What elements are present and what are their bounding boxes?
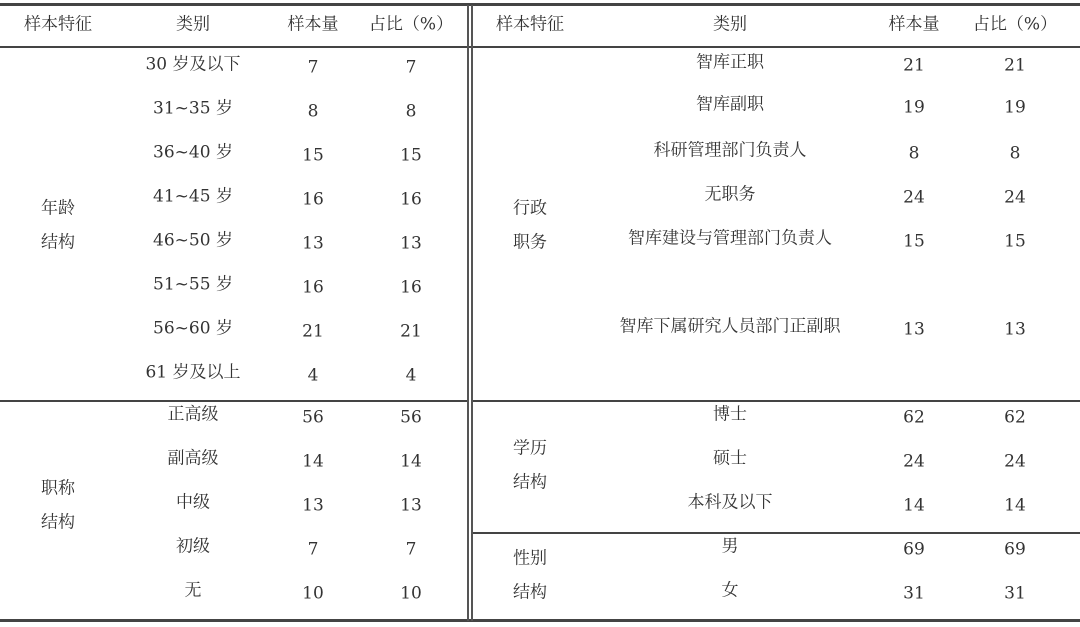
- row-percent: 4: [405, 365, 417, 386]
- row-percent: 21: [400, 321, 422, 342]
- row-percent: 21: [1004, 55, 1026, 76]
- row-percent: 62: [1004, 407, 1026, 428]
- header-feature: 样本特征: [496, 14, 564, 35]
- row-count: 16: [302, 277, 324, 298]
- row-count: 10: [302, 583, 324, 604]
- row-category: 男: [721, 536, 739, 557]
- row-category: 本科及以下: [687, 492, 773, 513]
- row-category: 36~40 岁: [153, 142, 233, 163]
- row-count: 24: [903, 187, 925, 208]
- table-top-border: [0, 3, 1080, 6]
- row-percent: 14: [1004, 495, 1026, 516]
- row-category: 副高级: [167, 448, 219, 469]
- group-feature-label: 结构: [513, 472, 547, 493]
- group-feature-label: 结构: [41, 232, 75, 253]
- header-count: 样本量: [888, 14, 940, 35]
- row-category: 中级: [176, 492, 210, 513]
- left-group-divider: [0, 400, 468, 402]
- row-category: 智库副职: [696, 94, 764, 115]
- row-category: 博士: [713, 404, 747, 425]
- row-count: 62: [903, 407, 925, 428]
- group-feature-label: 职务: [513, 232, 547, 253]
- group-feature-label: 年龄: [41, 198, 75, 219]
- row-count: 15: [302, 145, 324, 166]
- row-percent: 13: [400, 233, 422, 254]
- row-percent: 31: [1004, 583, 1026, 604]
- row-count: 56: [302, 407, 324, 428]
- row-percent: 24: [1004, 451, 1026, 472]
- header-percent: 占比（%）: [972, 14, 1058, 35]
- group-feature-label: 结构: [41, 512, 75, 533]
- right-group-divider-2: [472, 532, 1080, 534]
- row-count: 8: [908, 143, 920, 164]
- row-count: 19: [903, 97, 925, 118]
- header-feature: 样本特征: [24, 14, 92, 35]
- row-category: 女: [721, 580, 739, 601]
- row-category: 无: [184, 580, 202, 601]
- group-feature-label: 结构: [513, 582, 547, 603]
- row-count: 31: [903, 583, 925, 604]
- row-category: 智库下属研究人员部门正副职: [619, 316, 841, 337]
- row-count: 13: [903, 319, 925, 340]
- row-category: 41~45 岁: [153, 186, 233, 207]
- header-count: 样本量: [287, 14, 339, 35]
- row-count: 8: [307, 101, 319, 122]
- row-percent: 8: [1009, 143, 1021, 164]
- row-percent: 10: [400, 583, 422, 604]
- group-feature-label: 性别: [513, 548, 547, 569]
- row-percent: 8: [405, 101, 417, 122]
- row-percent: 14: [400, 451, 422, 472]
- row-count: 7: [307, 57, 319, 78]
- row-count: 13: [302, 495, 324, 516]
- row-count: 14: [302, 451, 324, 472]
- row-category: 61 岁及以上: [145, 362, 241, 383]
- row-count: 13: [302, 233, 324, 254]
- row-category: 智库建设与管理部门负责人: [628, 228, 832, 249]
- group-feature-label: 学历: [513, 438, 547, 459]
- row-category: 46~50 岁: [153, 230, 233, 251]
- double-column-divider-b: [471, 5, 473, 621]
- header-category: 类别: [713, 14, 747, 35]
- row-category: 正高级: [167, 404, 219, 425]
- row-percent: 24: [1004, 187, 1026, 208]
- row-category: 30 岁及以下: [145, 54, 241, 75]
- row-count: 15: [903, 231, 925, 252]
- double-column-divider-a: [467, 5, 469, 621]
- row-category: 56~60 岁: [153, 318, 233, 339]
- row-percent: 13: [1004, 319, 1026, 340]
- header-percent: 占比（%）: [368, 14, 454, 35]
- row-category: 51~55 岁: [153, 274, 233, 295]
- header-bottom-border: [0, 46, 1080, 48]
- row-category: 科研管理部门负责人: [653, 140, 807, 161]
- row-percent: 69: [1004, 539, 1026, 560]
- group-feature-label: 行政: [513, 198, 547, 219]
- row-count: 21: [302, 321, 324, 342]
- row-percent: 16: [400, 277, 422, 298]
- right-group-divider-1: [472, 400, 1080, 402]
- row-percent: 15: [1004, 231, 1026, 252]
- row-category: 智库正职: [696, 52, 764, 73]
- header-category: 类别: [176, 14, 210, 35]
- row-count: 24: [903, 451, 925, 472]
- row-percent: 13: [400, 495, 422, 516]
- row-category: 初级: [176, 536, 210, 557]
- row-count: 69: [903, 539, 925, 560]
- row-count: 21: [903, 55, 925, 76]
- group-feature-label: 职称: [41, 478, 75, 499]
- table-bottom-border: [0, 619, 1080, 622]
- row-percent: 15: [400, 145, 422, 166]
- row-count: 16: [302, 189, 324, 210]
- row-category: 硕士: [713, 448, 747, 469]
- row-percent: 7: [405, 539, 417, 560]
- row-percent: 19: [1004, 97, 1026, 118]
- row-percent: 7: [405, 57, 417, 78]
- row-category: 31~35 岁: [153, 98, 233, 119]
- row-count: 4: [307, 365, 319, 386]
- row-count: 14: [903, 495, 925, 516]
- row-category: 无职务: [704, 184, 756, 205]
- row-count: 7: [307, 539, 319, 560]
- row-percent: 16: [400, 189, 422, 210]
- row-percent: 56: [400, 407, 422, 428]
